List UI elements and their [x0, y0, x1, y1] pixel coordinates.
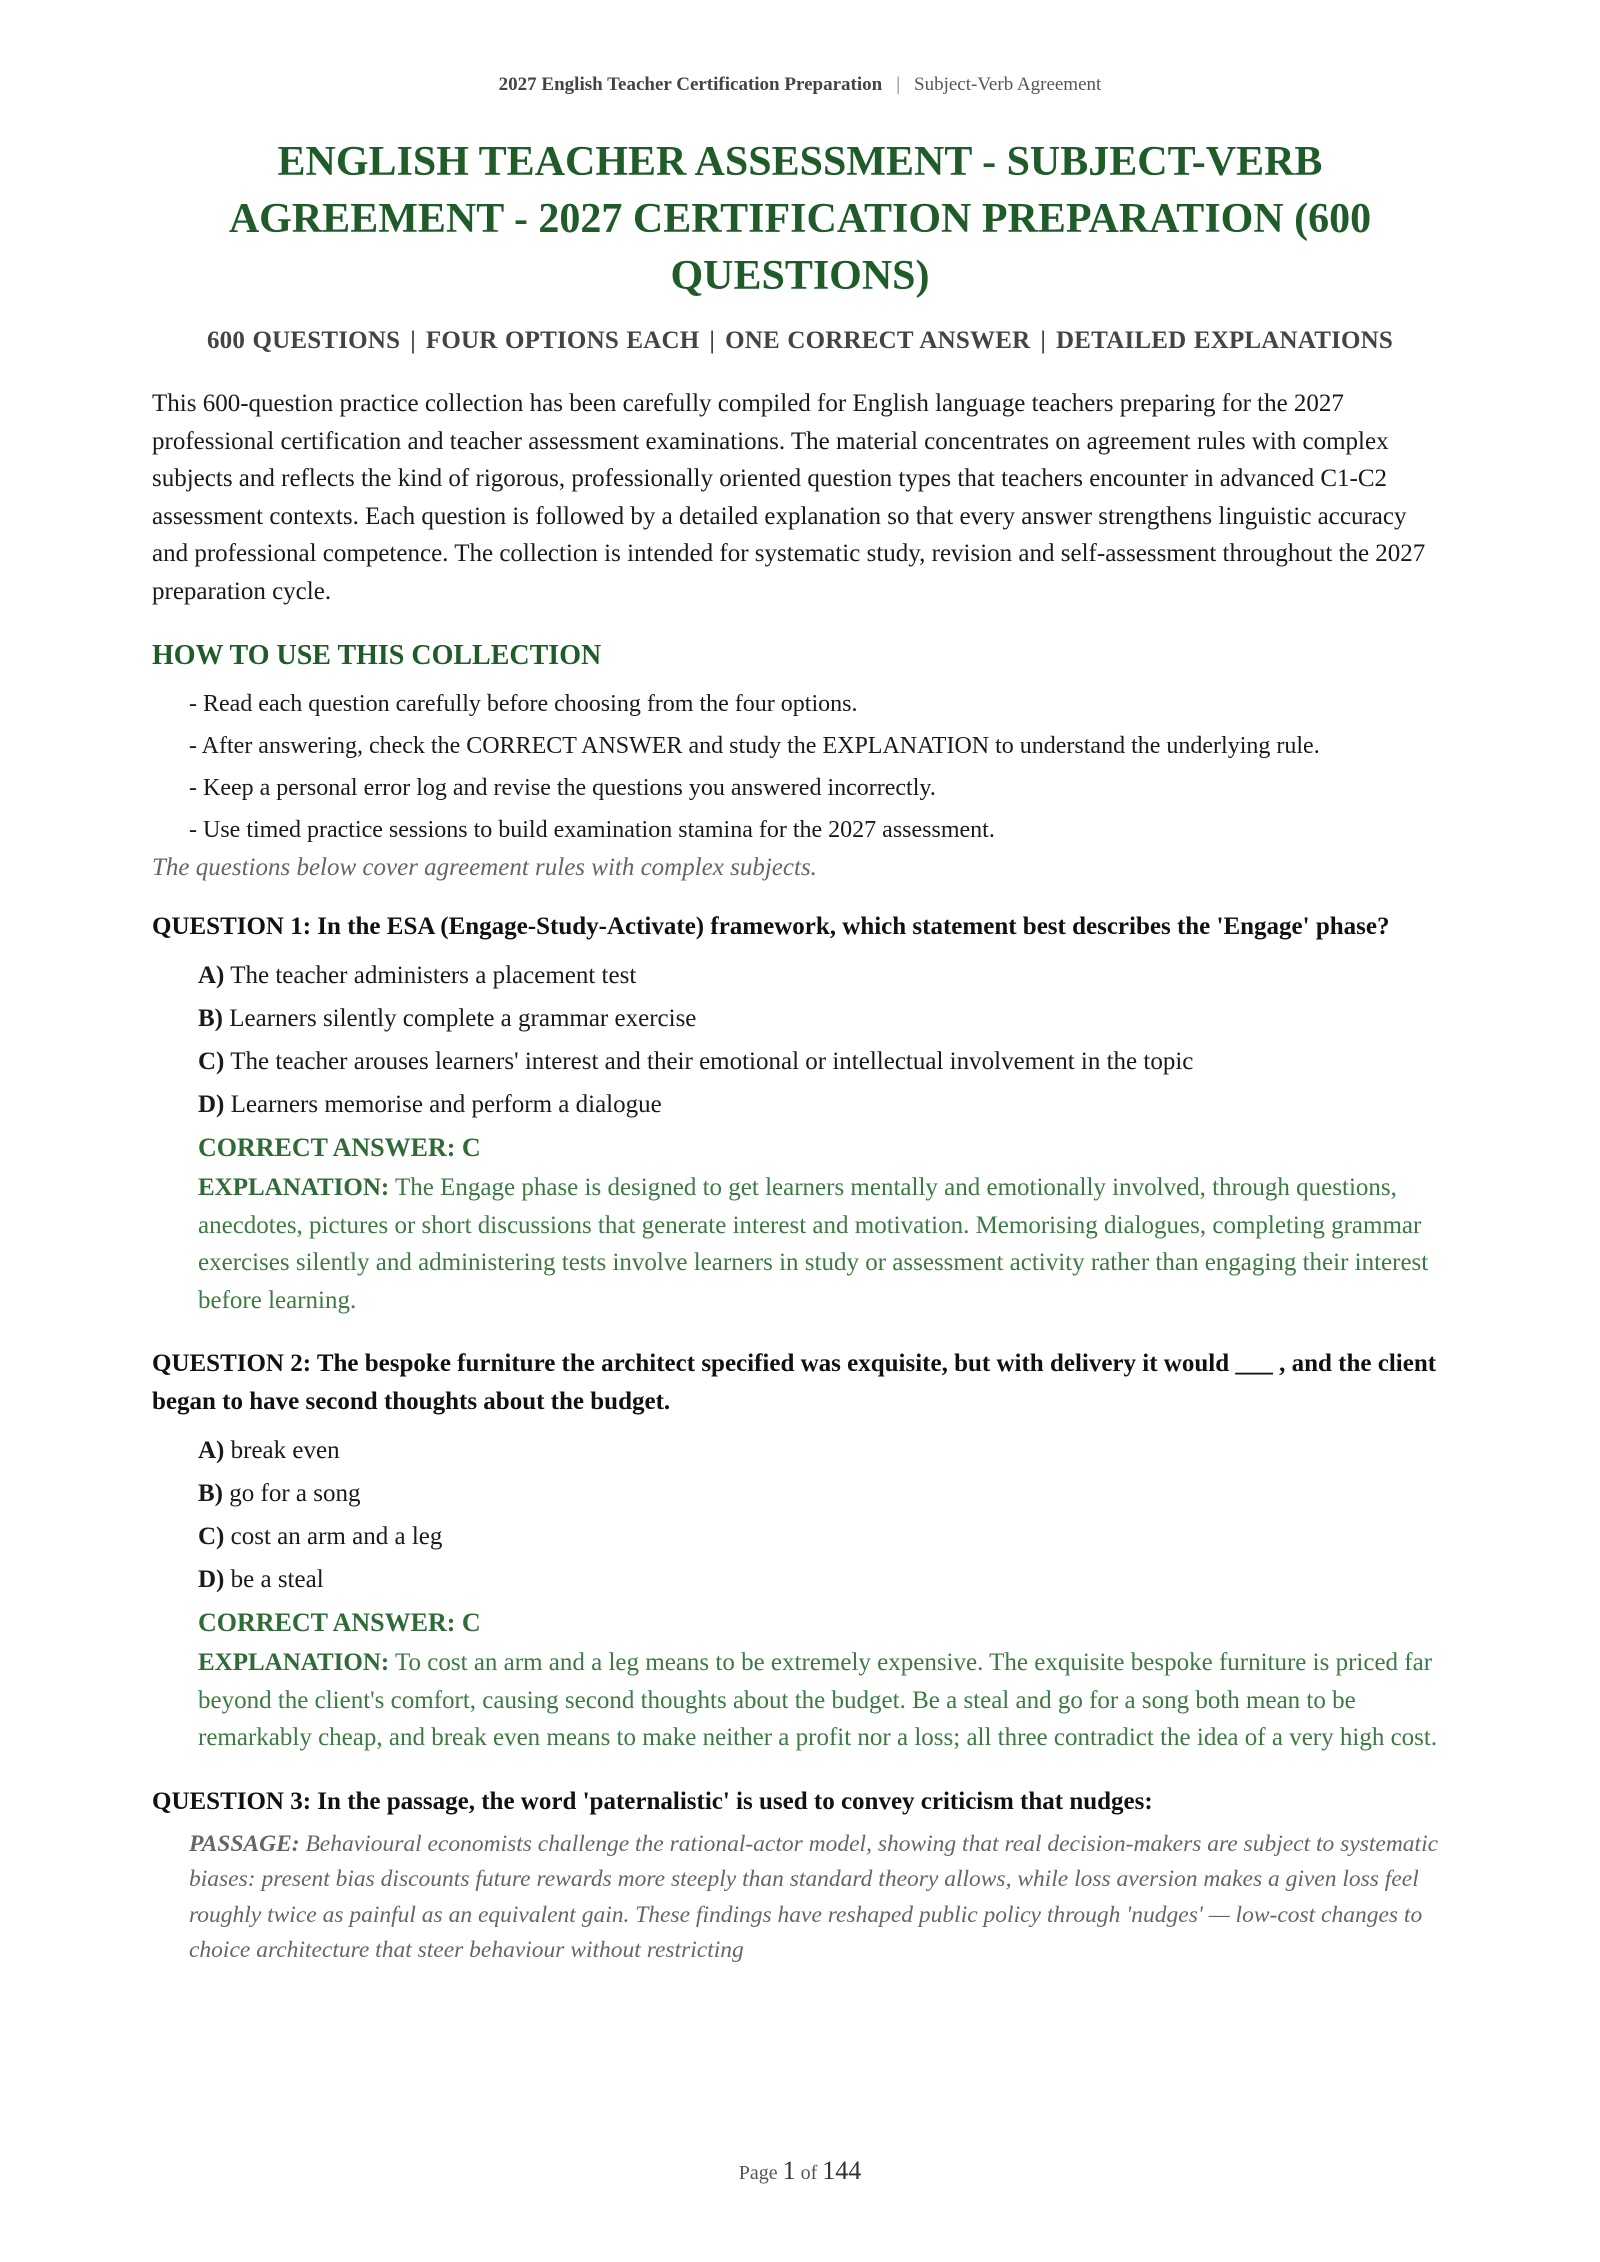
coverage-note: The questions below cover agreement rules with complex subjects. [152, 854, 817, 881]
total-page-count: 144 [822, 2156, 862, 2185]
option-text: go for a song [229, 1480, 361, 1507]
passage-text: Behavioural economists challenge the rational-actor model, showing that real decision-makers are subject to systematic biases: present bias discounts future rewards more steeply than standard theory allows, while loss aversion makes a given loss feel roughly twice as painful as an equivalent gain. These findings have reshaped public policy through 'nudges' — low-cost changes to choice architecture that steer behaviour without restricting [189, 1830, 1439, 1963]
option-list [152, 1429, 1448, 1601]
option-letter: B) [198, 1480, 223, 1507]
question-1 [152, 908, 1448, 1319]
option-c [198, 1515, 1448, 1558]
explanation-text: The Engage phase is designed to get learners mentally and emotionally involved, through questions, anecdotes, pictures or short discussions that generate interest and motivation. Memorising dialogues, completing grammar exercises silently and administering tests involve learners in study or assessment activity rather than engaging their interest before learning. [198, 1174, 1429, 1314]
question-stem: QUESTION 1: In the ESA (Engage-Study-Activate) framework, which statement best describes the 'Engage' phase? [152, 913, 1390, 940]
option-c [198, 1040, 1448, 1083]
option-letter: D) [198, 1566, 225, 1593]
list-item: - Read each question carefully before choosing from the four options. [189, 691, 858, 717]
option-b [198, 1472, 1448, 1515]
footer-of: of [800, 2162, 818, 2184]
subtitle-item: ONE CORRECT ANSWER [725, 327, 1031, 354]
explanation-label: EXPLANATION: [198, 1649, 390, 1676]
subtitle-separator: | [410, 327, 416, 354]
option-a [198, 1429, 1448, 1472]
footer-page-prefix: Page [738, 2162, 778, 2184]
option-letter: C) [198, 1048, 225, 1075]
current-page-number: 1 [782, 2156, 796, 2185]
option-text: cost an arm and a leg [230, 1523, 443, 1550]
running-header [0, 74, 1600, 96]
document-subtitle [152, 327, 1448, 355]
list-item: - Use timed practice sessions to build examination stamina for the 2027 assessment. [189, 817, 995, 843]
subtitle-item: 600 QUESTIONS [206, 327, 401, 354]
how-to-use-heading: HOW TO USE THIS COLLECTION [152, 640, 602, 671]
question-stem: QUESTION 2: The bespoke furniture the architect specified was exquisite, but with delivery it would ___ , and the client began to have second thoughts about the budget. [152, 1350, 1437, 1415]
option-text: break even [230, 1437, 340, 1464]
list-item: - Keep a personal error log and revise the questions you answered incorrectly. [189, 775, 936, 801]
explanation [152, 1169, 1448, 1319]
subtitle-separator: | [709, 327, 716, 354]
option-letter: B) [198, 1005, 223, 1032]
subtitle-item: FOUR OPTIONS EACH [425, 327, 700, 354]
option-text: Learners silently complete a grammar exercise [229, 1005, 697, 1032]
how-to-use-list [152, 686, 1448, 848]
explanation-label: EXPLANATION: [198, 1174, 390, 1201]
option-letter: D) [198, 1091, 225, 1118]
option-text: Learners memorise and perform a dialogue [230, 1091, 662, 1118]
reading-passage [152, 1827, 1448, 1969]
explanation-text: To cost an arm and a leg means to be extremely expensive. The exquisite bespoke furniture is priced far beyond the client's comfort, causing second thoughts about the budget. Be a steal and go for a song both mean to be remarkably cheap, and break even means to make neither a profit nor a loss; all three contradict the idea of a very high cost. [198, 1649, 1438, 1751]
header-separator: | [896, 74, 900, 95]
page-footer [0, 2156, 1600, 2186]
option-list [152, 954, 1448, 1126]
subtitle-item: DETAILED EXPLANATIONS [1056, 327, 1394, 354]
header-title: 2027 English Teacher Certification Preparation [498, 74, 883, 95]
list-item: - After answering, check the CORRECT ANSWER and study the EXPLANATION to understand the underlying rule. [189, 733, 1320, 759]
page-content [152, 134, 1448, 1969]
option-d [198, 1558, 1448, 1601]
explanation [152, 1644, 1448, 1757]
option-text: The teacher arouses learners' interest and their emotional or intellectual involvement in the topic [230, 1048, 1194, 1075]
option-d [198, 1083, 1448, 1126]
question-2 [152, 1345, 1448, 1757]
header-topic: Subject-Verb Agreement [914, 74, 1102, 95]
question-stem: QUESTION 3: In the passage, the word 'paternalistic' is used to convey criticism that nudges: [152, 1787, 1153, 1815]
subtitle-separator: | [1040, 327, 1047, 354]
intro-paragraph: This 600-question practice collection has been carefully compiled for English language teachers preparing for the 2027 professional certification and teacher assessment examinations. The material concentrates on agreement rules with complex subjects and reflects the kind of rigorous, professionally oriented question types that teachers encounter in advanced C1-C2 assessment contexts. Each question is followed by a detailed explanation so that every answer strengthens linguistic accuracy and professional competence. The collection is intended for systematic study, revision and self-assessment throughout the 2027 preparation cycle. [152, 390, 1426, 605]
passage-label: PASSAGE: [189, 1830, 300, 1857]
question-3 [152, 1783, 1448, 1969]
correct-answer: CORRECT ANSWER: C [198, 1608, 481, 1637]
correct-answer: CORRECT ANSWER: C [198, 1133, 481, 1162]
option-letter: A) [198, 1437, 225, 1464]
option-letter: A) [198, 962, 225, 989]
option-letter: C) [198, 1523, 225, 1550]
option-b [198, 997, 1448, 1040]
option-a [198, 954, 1448, 997]
option-text: The teacher administers a placement test [230, 962, 637, 989]
document-title: ENGLISH TEACHER ASSESSMENT - SUBJECT-VERB AGREEMENT - 2027 CERTIFICATION PREPARATION (600 QUESTIONS) [228, 139, 1372, 299]
option-text: be a steal [230, 1566, 324, 1593]
